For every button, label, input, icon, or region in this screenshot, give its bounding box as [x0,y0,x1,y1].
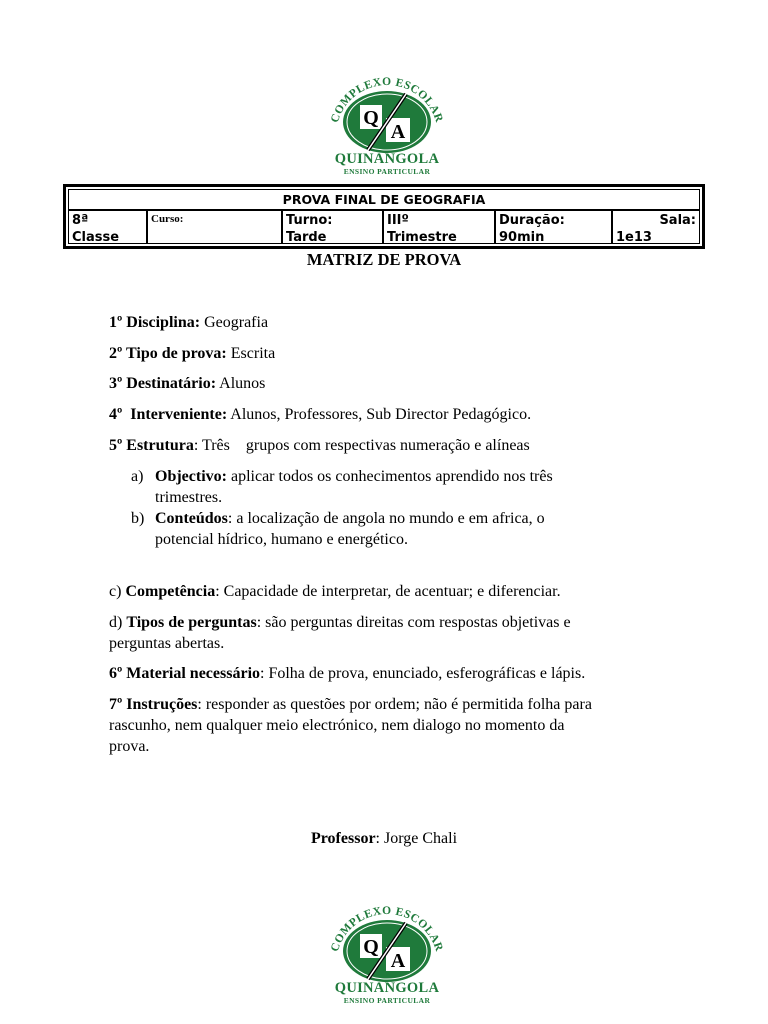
item-disciplina: 1º Disciplina: Geografia [109,314,269,331]
list-marker-b: b) [131,510,145,527]
class-cell: 8ª Classe [69,211,148,243]
list-marker-a: a) [131,468,144,485]
item-instrucoes-cont-2: prova. [109,738,150,755]
logo-letter-q: Q [363,107,379,129]
logo-name: QUINANGOLA [334,980,440,996]
logo-letter-q: Q [363,936,379,958]
logo-subtitle: ENSINO PARTICULAR [343,167,431,176]
item-conteudos: Conteúdos: a localização de angola no mundo e em africa, o [155,510,545,527]
duration-cell: Duração: 90min [496,211,613,243]
logo-subtitle: ENSINO PARTICULAR [343,996,431,1005]
item-tipo-prova: 2º Tipo de prova: Escrita [109,345,276,362]
logo-name: QUINANGOLA [334,151,440,167]
term-cell: IIIº Trimestre [384,211,496,243]
document-title: MATRIZ DE PROVA [306,250,462,269]
shift-cell: Turno: Tarde [283,211,384,243]
item-instrucoes-cont-1: rascunho, nem qualquer meio electrónico, nem dialogo no momento da [109,717,565,734]
item-tipos-perguntas-cont: perguntas abertas. [109,635,225,652]
item-competencia: c) Competência: Capacidade de interpretar, de acentuar; e diferenciar. [109,583,561,600]
item-estrutura: 5º Estrutura: Três grupos com respectivas numeração e alíneas [109,437,530,454]
course-cell: Curso: [148,211,283,243]
logo-arc-text: COMPLEXO ESCOLAR [328,76,446,125]
item-material: 6º Material necessário: Folha de prova, enunciado, esferográficas e lápis. [109,665,586,682]
exam-header-table [63,184,705,249]
item-conteudos-cont: potencial hídrico, humano e energético. [155,531,408,548]
item-objectivo: Objectivo: aplicar todos os conhecimentos aprendido nos três [155,468,553,485]
item-instrucoes: 7º Instruções: responder as questões por ordem; não é permitida folha para [109,696,592,713]
professor-signature: Professor: Jorge Chali [310,830,458,847]
item-objectivo-cont: trimestres. [155,489,223,506]
exam-title: PROVA FINAL DE GEOGRAFIA [69,190,699,211]
logo-arc-text: COMPLEXO ESCOLAR [328,905,446,954]
item-tipos-perguntas: d) Tipos de perguntas: são perguntas direitas com respostas objetivas e [109,614,571,631]
logo-letter-a: A [390,121,406,143]
logo-letter-a: A [390,950,406,972]
item-interveniente: 4º Interveniente: Alunos, Professores, Sub Director Pedagógico. [109,406,532,423]
item-destinatario: 3º Destinatário: Alunos [109,375,266,392]
school-logo-footer [322,905,452,1005]
school-logo [322,76,452,176]
room-cell: Sala: 1e13 [616,213,696,245]
